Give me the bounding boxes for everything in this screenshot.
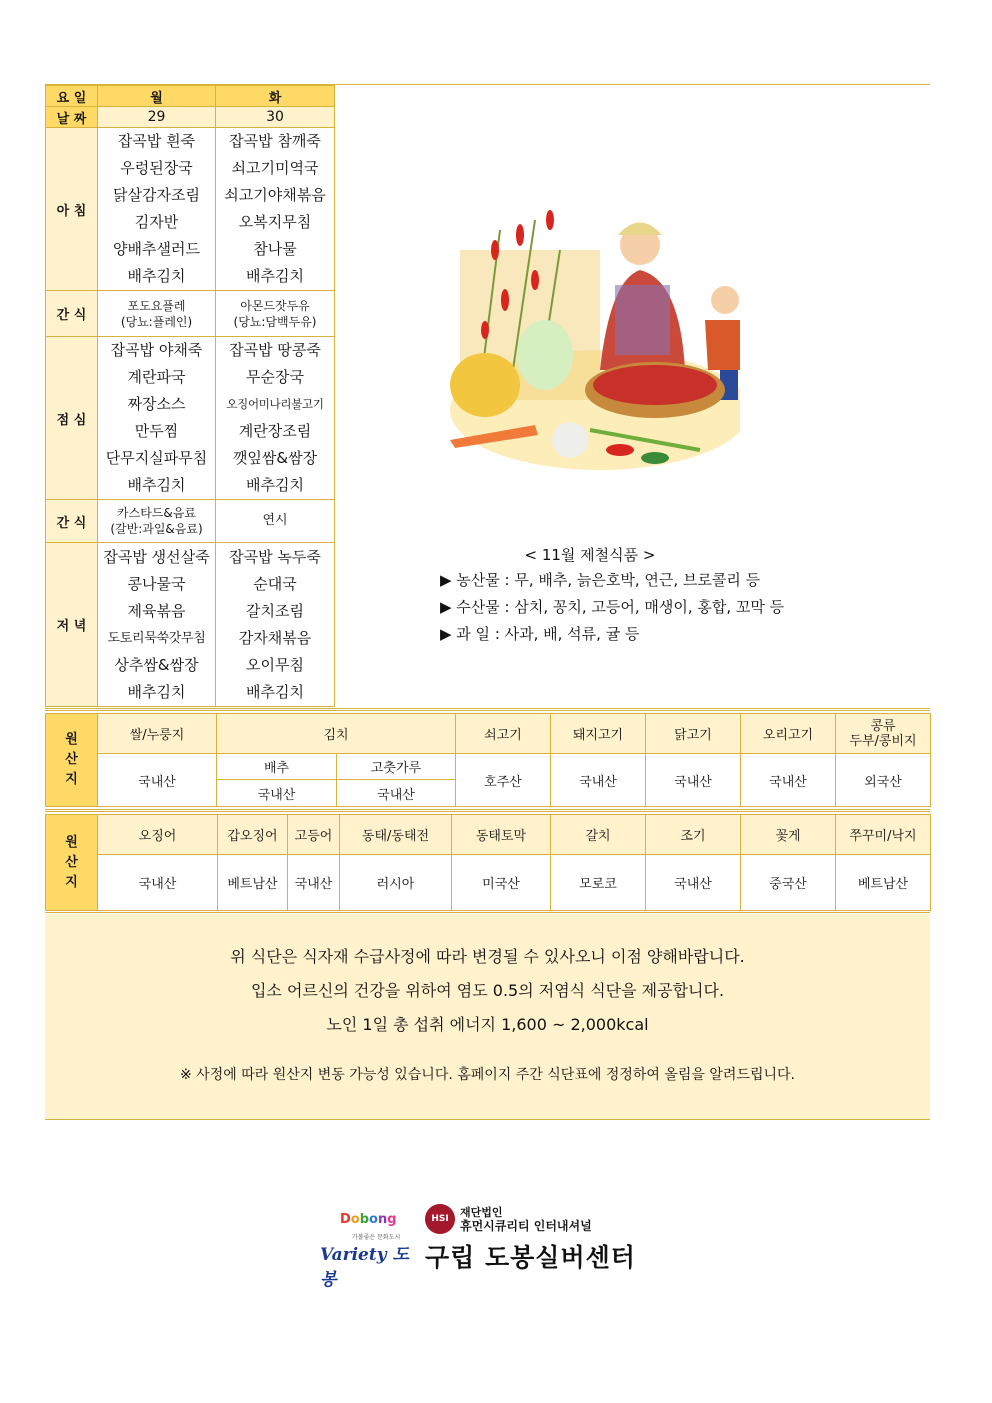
divider — [45, 910, 930, 913]
seasonal-row: ▶ 과 일 : 사과, 배, 석류, 귤 등 — [440, 625, 640, 643]
dish: 단무지실파무침 — [105, 449, 208, 467]
date-tue: 30 — [216, 107, 335, 128]
slogan: 가볼좋은 문화도시 — [352, 1234, 401, 1241]
snack-note: (갈반:과일&음료) — [110, 522, 203, 536]
seafood-header: 꽃게 — [741, 815, 836, 855]
weekday-row — [46, 86, 335, 107]
cabbage-header: 배추 — [217, 754, 337, 780]
lunch-label: 점 심 — [46, 337, 98, 500]
weekday-label: 요 일 — [46, 86, 98, 107]
seafood-origin: 베트남산 — [218, 855, 288, 911]
dish: 참나물 — [253, 240, 297, 258]
seafood-header: 갈치 — [551, 815, 646, 855]
snack-item: 카스타드&음료 — [117, 506, 196, 520]
origin-table-1 — [45, 713, 931, 807]
breakfast-mon — [98, 128, 216, 291]
kimchi-header: 김치 — [217, 714, 456, 754]
weekday-tue: 화 — [216, 86, 335, 107]
notice-line: 위 식단은 식자재 수급사정에 따라 변경될 수 있사오니 이점 양해바랍니다. — [230, 947, 745, 966]
kimchi-making-illustration — [440, 190, 740, 480]
dish: 김자반 — [134, 213, 179, 231]
snack1-label: 간 식 — [46, 291, 98, 337]
bean-label: 콩류 — [870, 718, 896, 734]
divider — [45, 809, 930, 812]
dish: 오이무침 — [246, 655, 304, 674]
snack1-mon — [98, 291, 216, 337]
bean-header — [836, 714, 931, 754]
origin-table-2 — [45, 814, 931, 911]
lunch-tue — [216, 337, 335, 500]
divider — [45, 708, 930, 711]
dish: 콩나물국 — [127, 574, 186, 593]
snack-note: (당뇨:담백두유) — [233, 314, 317, 329]
lunch-mon — [98, 337, 216, 500]
dish: 계란장조림 — [238, 422, 312, 440]
center-name: 구립 도봉실버센터 — [425, 1243, 636, 1272]
snack-item: 아몬드잣두유 — [240, 298, 310, 313]
dish: 짜장소스 — [127, 395, 186, 413]
snack-item: 포도요플레 — [127, 298, 186, 313]
pepper-origin: 국내산 — [337, 780, 456, 807]
pork-origin: 국내산 — [551, 754, 646, 807]
dinner-mon — [98, 543, 216, 707]
seafood-header: 동태/동태전 — [340, 815, 452, 855]
dish: 배추김치 — [246, 267, 304, 285]
foundation-name: 휴먼시큐리티 인터내셔널 — [460, 1219, 592, 1233]
seafood-origin: 모로코 — [551, 855, 646, 911]
snack2-label: 간 식 — [46, 500, 98, 543]
dinner-row — [46, 543, 335, 707]
dish: 깻잎쌈&쌈장 — [232, 449, 318, 467]
snack2-row — [46, 500, 335, 543]
dish: 제육볶음 — [127, 601, 186, 620]
variety-text: Variety 도봉 — [320, 1245, 409, 1290]
notice-note: ※ 사정에 따라 원산지 변동 가능성 있습니다. 홈페이지 주간 식단표에 정정하여 올림을 알려드립니다. — [180, 1067, 795, 1083]
notice-box — [45, 914, 930, 1120]
seafood-header: 조기 — [646, 815, 741, 855]
dish: 무순장국 — [246, 368, 304, 386]
weekly-menu-table — [45, 85, 335, 707]
seafood-header: 오징어 — [98, 815, 218, 855]
snack-note: (당뇨:플레인) — [120, 314, 193, 329]
rice-origin: 국내산 — [98, 754, 217, 807]
seafood-header: 동태토막 — [452, 815, 551, 855]
dish: 잡곡밥 땅콩죽 — [229, 341, 321, 359]
dish: 배추김치 — [127, 476, 186, 494]
chicken-origin: 국내산 — [646, 754, 741, 807]
notice-line: 노인 1일 총 섭취 에너지 1,600 ~ 2,000kcal — [326, 1015, 649, 1034]
dish: 배추김치 — [127, 682, 186, 701]
dish: 배추김치 — [127, 267, 186, 285]
weekday-mon: 월 — [98, 86, 216, 107]
footer-logo — [320, 1200, 670, 1290]
seafood-header: 쭈꾸미/낙지 — [836, 815, 931, 855]
dish: 상추쌈&쌈장 — [114, 655, 199, 674]
dish: 도토리묵쑥갓무침 — [107, 630, 206, 646]
seafood-header: 갑오징어 — [218, 815, 288, 855]
variety-dobong-logo — [320, 1212, 420, 1290]
dish: 잡곡밥 녹두죽 — [229, 547, 321, 566]
duck-origin: 국내산 — [741, 754, 836, 807]
pork-header: 돼지고기 — [551, 714, 646, 754]
origin-label: 원 산 지 — [46, 815, 98, 911]
dish: 잡곡밥 흰죽 — [117, 132, 196, 150]
dinner-tue — [216, 543, 335, 707]
dish: 잡곡밥 참깨죽 — [229, 132, 321, 150]
cabbage-origin: 국내산 — [217, 780, 337, 807]
dish: 우렁된장국 — [120, 159, 193, 177]
beef-header: 쇠고기 — [456, 714, 551, 754]
seafood-origin: 러시아 — [340, 855, 452, 911]
dish: 양배추샐러드 — [113, 240, 200, 258]
bean-origin: 외국산 — [836, 754, 931, 807]
breakfast-label: 아 침 — [46, 128, 98, 291]
date-label: 날 짜 — [46, 107, 98, 128]
bean-sub-label: 두부/콩비지 — [849, 733, 917, 749]
seafood-origin: 국내산 — [288, 855, 340, 911]
date-mon: 29 — [98, 107, 216, 128]
dish: 쇠고기미역국 — [231, 159, 319, 177]
breakfast-tue — [216, 128, 335, 291]
seasonal-row: ▶ 농산물 : 무, 배추, 늙은호박, 연근, 브로콜리 등 — [440, 571, 761, 589]
seasonal-row: ▶ 수산물 : 삼치, 꽁치, 고등어, 매생이, 홍합, 꼬막 등 — [440, 598, 785, 616]
date-row — [46, 107, 335, 128]
snack1-tue — [216, 291, 335, 337]
snack2-mon — [98, 500, 216, 543]
notice-line: 입소 어르신의 건강을 위하여 염도 0.5의 저염식 식단을 제공합니다. — [250, 981, 725, 1000]
chicken-header: 닭고기 — [646, 714, 741, 754]
dish: 감자채볶음 — [238, 628, 312, 647]
seafood-origin: 베트남산 — [836, 855, 931, 911]
dish: 만두찜 — [134, 422, 179, 440]
seafood-header: 고등어 — [288, 815, 340, 855]
dish: 오징어미나리불고기 — [226, 397, 324, 411]
seasonal-foods — [440, 543, 910, 648]
dinner-label: 저 녁 — [46, 543, 98, 707]
dish: 순대국 — [253, 574, 297, 593]
dish: 잡곡밥 생선살죽 — [103, 547, 210, 566]
seafood-origin: 국내산 — [98, 855, 218, 911]
seafood-origin: 국내산 — [646, 855, 741, 911]
foundation-type: 재단법인 — [460, 1206, 503, 1219]
dish: 오복지무침 — [238, 213, 312, 231]
seasonal-title: < 11월 제철식품 > — [524, 546, 656, 564]
dish: 갈치조림 — [246, 601, 304, 620]
lunch-row — [46, 337, 335, 500]
dobong-logo-letters: Dobong — [340, 1212, 397, 1227]
beef-origin: 호주산 — [456, 754, 551, 807]
rice-header: 쌀/누룽지 — [98, 714, 217, 754]
snack2-tue: 연시 — [216, 500, 335, 543]
hsi-emblem-icon: HSI — [425, 1204, 455, 1234]
duck-header: 오리고기 — [741, 714, 836, 754]
dish: 배추김치 — [246, 682, 304, 701]
seafood-origin: 중국산 — [741, 855, 836, 911]
dish: 계란파국 — [127, 368, 186, 386]
seafood-origin: 미국산 — [452, 855, 551, 911]
breakfast-row — [46, 128, 335, 291]
dish: 배추김치 — [246, 476, 304, 494]
dish: 닭살감자조림 — [113, 186, 200, 204]
dish: 쇠고기야채볶음 — [224, 186, 326, 204]
pepper-header: 고춧가루 — [337, 754, 456, 780]
origin-label: 원 산 지 — [46, 714, 98, 807]
snack1-row — [46, 291, 335, 337]
dish: 잡곡밥 야채죽 — [110, 341, 203, 359]
